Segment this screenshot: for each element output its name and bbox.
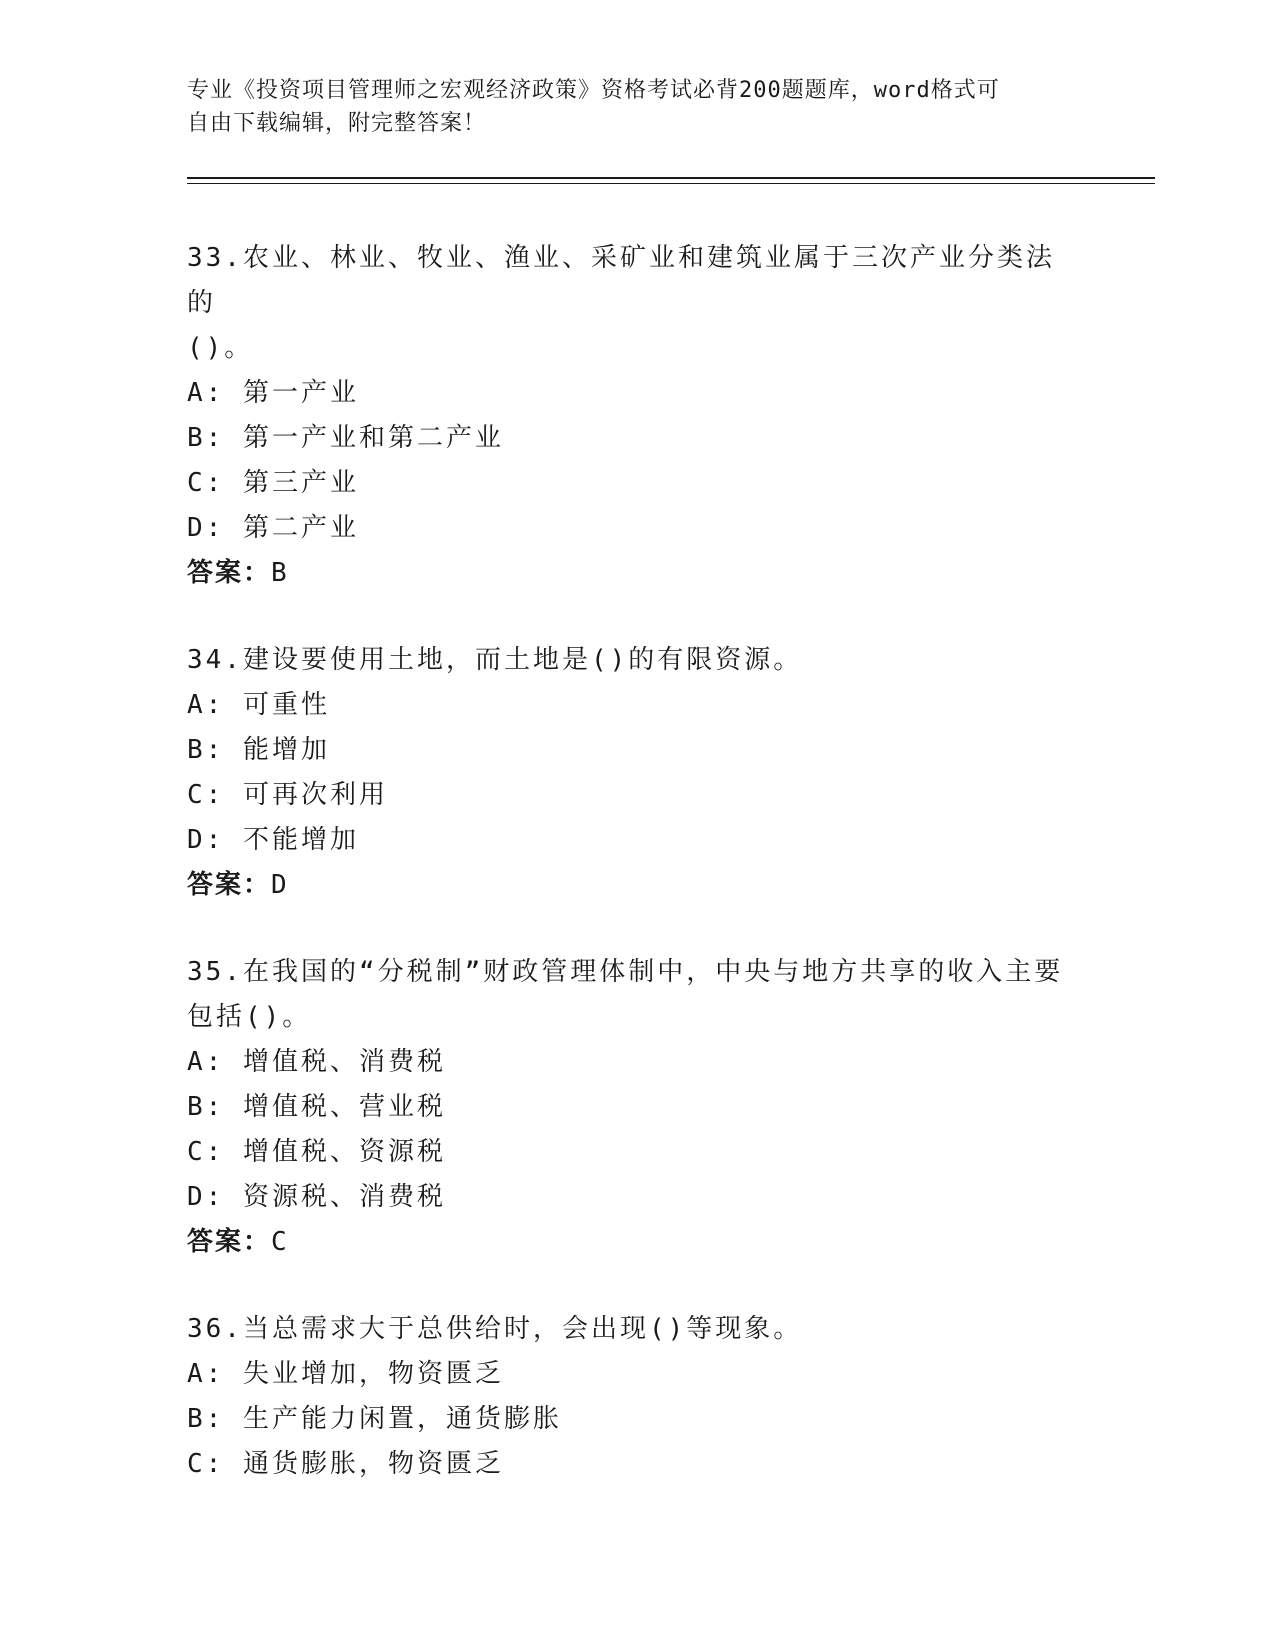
question-stem-continued: 包括()。 <box>187 1002 312 1032</box>
answer-label: 答案： <box>187 870 272 900</box>
header-divider-thick <box>187 177 1155 179</box>
answer-line <box>187 1220 1077 1265</box>
question-stem: 33.农业、林业、牧业、渔业、采矿业和建筑业属于三次产业分类法的 <box>187 243 1055 318</box>
answer-label: 答案： <box>187 1227 272 1257</box>
question-list <box>187 236 1077 1529</box>
question-36 <box>187 1307 1077 1487</box>
header-line-2: 自由下载编辑，附完整答案！ <box>187 111 487 136</box>
question-stem: 34.建设要使用土地，而土地是()的有限资源。 <box>187 645 803 675</box>
option-c: C: 第三产业 <box>187 468 359 498</box>
question-35 <box>187 950 1077 1265</box>
option-c: C: 增值税、资源税 <box>187 1137 446 1167</box>
answer-value: B <box>271 558 289 588</box>
option-b: B: 第一产业和第二产业 <box>187 423 504 453</box>
answer-line <box>187 551 1077 596</box>
header-line-1: 专业《投资项目管理师之宏观经济政策》资格考试必背200题题库，word格式可 <box>187 78 1000 103</box>
option-d: D: 第二产业 <box>187 513 359 543</box>
option-c: C: 通货膨胀，物资匮乏 <box>187 1449 504 1479</box>
option-a: A: 失业增加，物资匮乏 <box>187 1359 504 1389</box>
answer-value: D <box>271 870 289 900</box>
option-b: B: 增值税、营业税 <box>187 1092 446 1122</box>
header-divider-thin <box>187 183 1155 184</box>
option-d: D: 不能增加 <box>187 825 359 855</box>
option-a: A: 增值税、消费税 <box>187 1047 446 1077</box>
answer-line <box>187 863 1077 908</box>
question-stem: 35.在我国的“分税制”财政管理体制中，中央与地方共享的收入主要 <box>187 957 1064 987</box>
option-b: B: 生产能力闲置，通货膨胀 <box>187 1404 562 1434</box>
question-34 <box>187 638 1077 908</box>
question-33 <box>187 236 1077 596</box>
question-stem: 36.当总需求大于总供给时，会出现()等现象。 <box>187 1314 803 1344</box>
question-stem-continued: ()。 <box>187 333 254 363</box>
answer-value: C <box>271 1227 289 1257</box>
option-a: A: 第一产业 <box>187 378 359 408</box>
option-c: C: 可再次利用 <box>187 780 388 810</box>
option-a: A: 可重性 <box>187 690 330 720</box>
option-b: B: 能增加 <box>187 735 330 765</box>
answer-label: 答案： <box>187 558 272 588</box>
document-header <box>187 74 1067 140</box>
option-d: D: 资源税、消费税 <box>187 1182 446 1212</box>
